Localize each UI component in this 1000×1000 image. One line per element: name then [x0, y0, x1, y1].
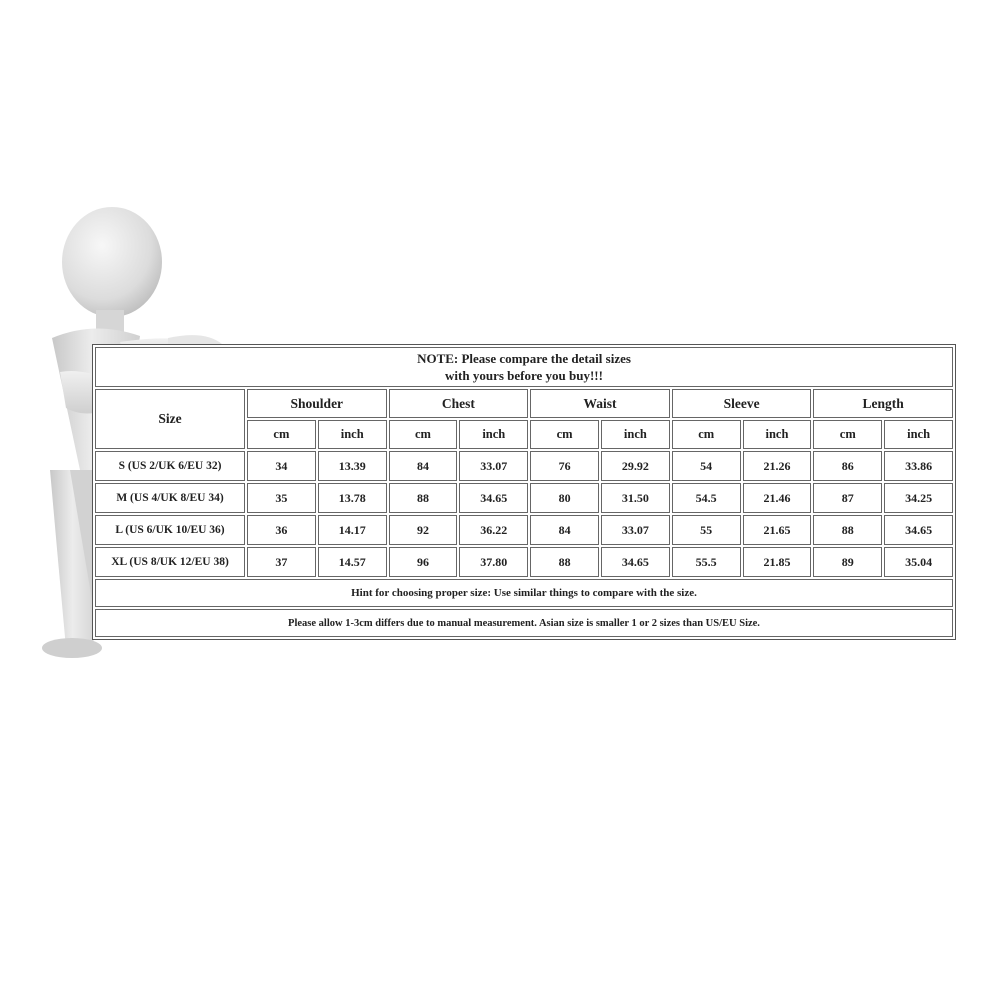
table-cell: 96: [389, 547, 458, 577]
shoulder-header: Shoulder: [247, 389, 387, 418]
size-label: M (US 4/UK 8/EU 34): [95, 483, 245, 513]
size-label: XL (US 8/UK 12/EU 38): [95, 547, 245, 577]
header-row: [95, 389, 953, 418]
table-cell: 33.07: [459, 451, 528, 481]
table-cell: 21.26: [743, 451, 812, 481]
sleeve-header: Sleeve: [672, 389, 812, 418]
table-cell: 92: [389, 515, 458, 545]
unit-cm: cm: [813, 420, 882, 449]
table-cell: 35.04: [884, 547, 953, 577]
table-cell: 54: [672, 451, 741, 481]
table-cell: 88: [813, 515, 882, 545]
table-cell: 54.5: [672, 483, 741, 513]
footer-row: [95, 609, 953, 637]
table-cell: 84: [530, 515, 599, 545]
table-cell: 13.78: [318, 483, 387, 513]
table-cell: 29.92: [601, 451, 670, 481]
table-row: [95, 515, 953, 545]
table-cell: 34: [247, 451, 316, 481]
unit-inch: inch: [884, 420, 953, 449]
chest-header: Chest: [389, 389, 529, 418]
unit-inch: inch: [318, 420, 387, 449]
table-cell: 34.65: [459, 483, 528, 513]
hint-row: [95, 579, 953, 607]
table-cell: 80: [530, 483, 599, 513]
unit-inch: inch: [601, 420, 670, 449]
table-cell: 33.07: [601, 515, 670, 545]
unit-cm: cm: [530, 420, 599, 449]
unit-cm: cm: [389, 420, 458, 449]
table-cell: 31.50: [601, 483, 670, 513]
table-cell: 21.46: [743, 483, 812, 513]
table-cell: 14.57: [318, 547, 387, 577]
table-cell: 13.39: [318, 451, 387, 481]
table-cell: 34.65: [601, 547, 670, 577]
size-label: L (US 6/UK 10/EU 36): [95, 515, 245, 545]
unit-cm: cm: [672, 420, 741, 449]
length-header: Length: [813, 389, 953, 418]
waist-header: Waist: [530, 389, 670, 418]
table-cell: 34.65: [884, 515, 953, 545]
table-cell: 55: [672, 515, 741, 545]
footer-note: Please allow 1-3cm differs due to manual measurement. Asian size is smaller 1 or 2 sizes than US/EU Size.: [95, 609, 953, 637]
table-cell: 84: [389, 451, 458, 481]
table-cell: 14.17: [318, 515, 387, 545]
table-cell: 89: [813, 547, 882, 577]
table-cell: 21.65: [743, 515, 812, 545]
note-row: [95, 347, 953, 387]
note-line-2: with yours before you buy!!!: [445, 368, 603, 383]
table-row: [95, 451, 953, 481]
table-cell: 35: [247, 483, 316, 513]
unit-inch: inch: [743, 420, 812, 449]
hint-text: Hint for choosing proper size: Use similar things to compare with the size.: [95, 579, 953, 607]
unit-cm: cm: [247, 420, 316, 449]
table-cell: 55.5: [672, 547, 741, 577]
table-cell: 36.22: [459, 515, 528, 545]
table-cell: 87: [813, 483, 882, 513]
unit-inch: inch: [459, 420, 528, 449]
table-cell: 37.80: [459, 547, 528, 577]
note-cell: [95, 347, 953, 387]
table-cell: 36: [247, 515, 316, 545]
size-chart-table: [92, 344, 956, 640]
size-label: S (US 2/UK 6/EU 32): [95, 451, 245, 481]
table-row: [95, 483, 953, 513]
table-cell: 34.25: [884, 483, 953, 513]
table-cell: 21.85: [743, 547, 812, 577]
size-header: Size: [95, 389, 245, 449]
note-line-1: NOTE: Please compare the detail sizes: [417, 351, 631, 366]
table-cell: 76: [530, 451, 599, 481]
table-cell: 33.86: [884, 451, 953, 481]
table-cell: 88: [530, 547, 599, 577]
table-cell: 88: [389, 483, 458, 513]
table-cell: 37: [247, 547, 316, 577]
table-row: [95, 547, 953, 577]
table-cell: 86: [813, 451, 882, 481]
